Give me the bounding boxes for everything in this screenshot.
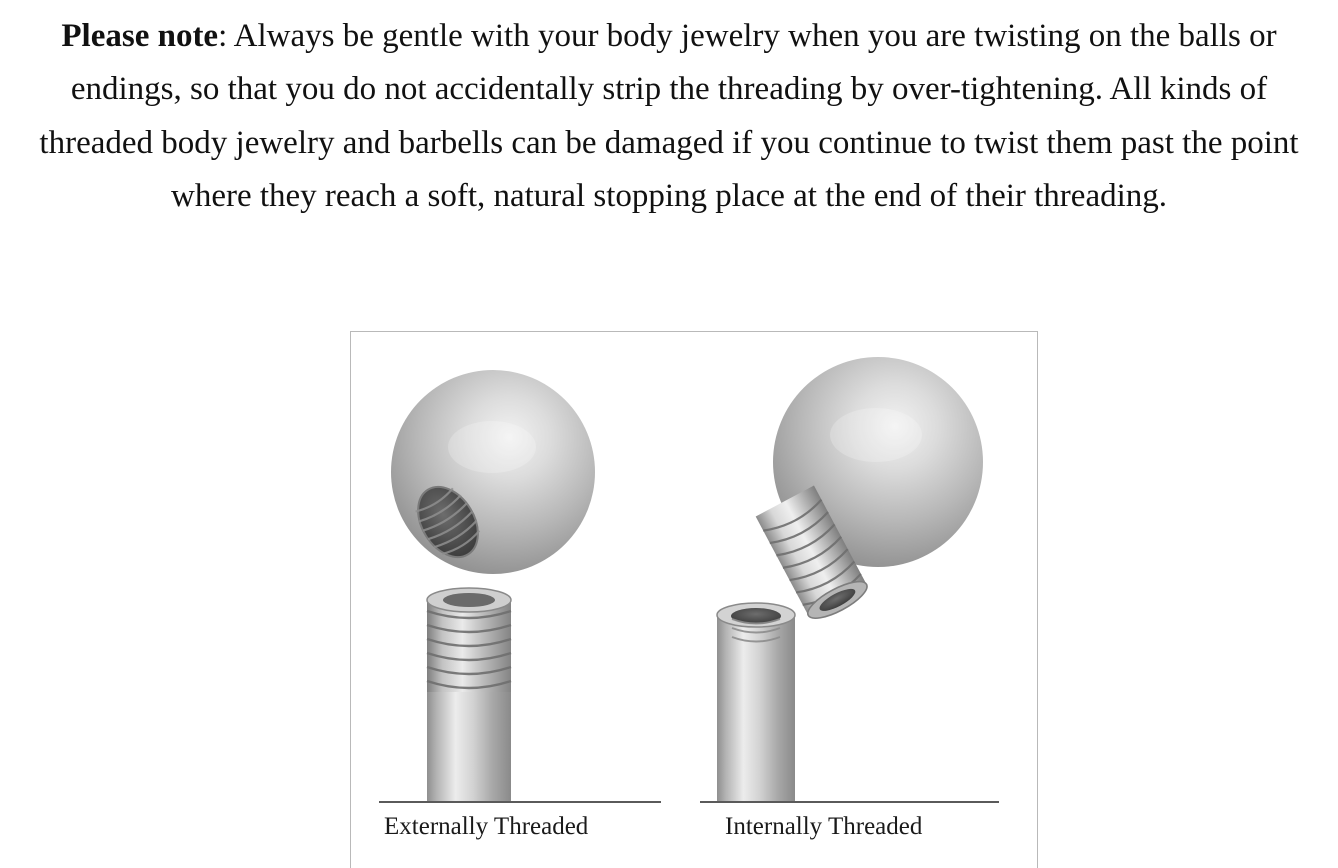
threading-figure <box>350 331 1038 868</box>
threading-figure-inner <box>351 332 1037 868</box>
caption-internally-threaded: Internally Threaded <box>725 813 923 840</box>
please-note-label: Please note <box>61 18 219 54</box>
caption-externally-threaded: Externally Threaded <box>384 813 589 840</box>
threading-diagram-illustration <box>351 332 1038 868</box>
external-thread-shaft <box>427 588 511 802</box>
please-note-paragraph <box>0 0 1338 224</box>
internal-thread-shaft <box>717 603 795 802</box>
please-note-body: : Always be gentle with your body jewelry when you are twisting on the balls or endings, so that you do not accidentally strip the threading by over-tightening. All kinds of threaded body jewelry and barbells can be damaged if you continue to twist them past the point where they reach a soft, natural stopping place at the end of their threading. <box>39 18 1299 215</box>
